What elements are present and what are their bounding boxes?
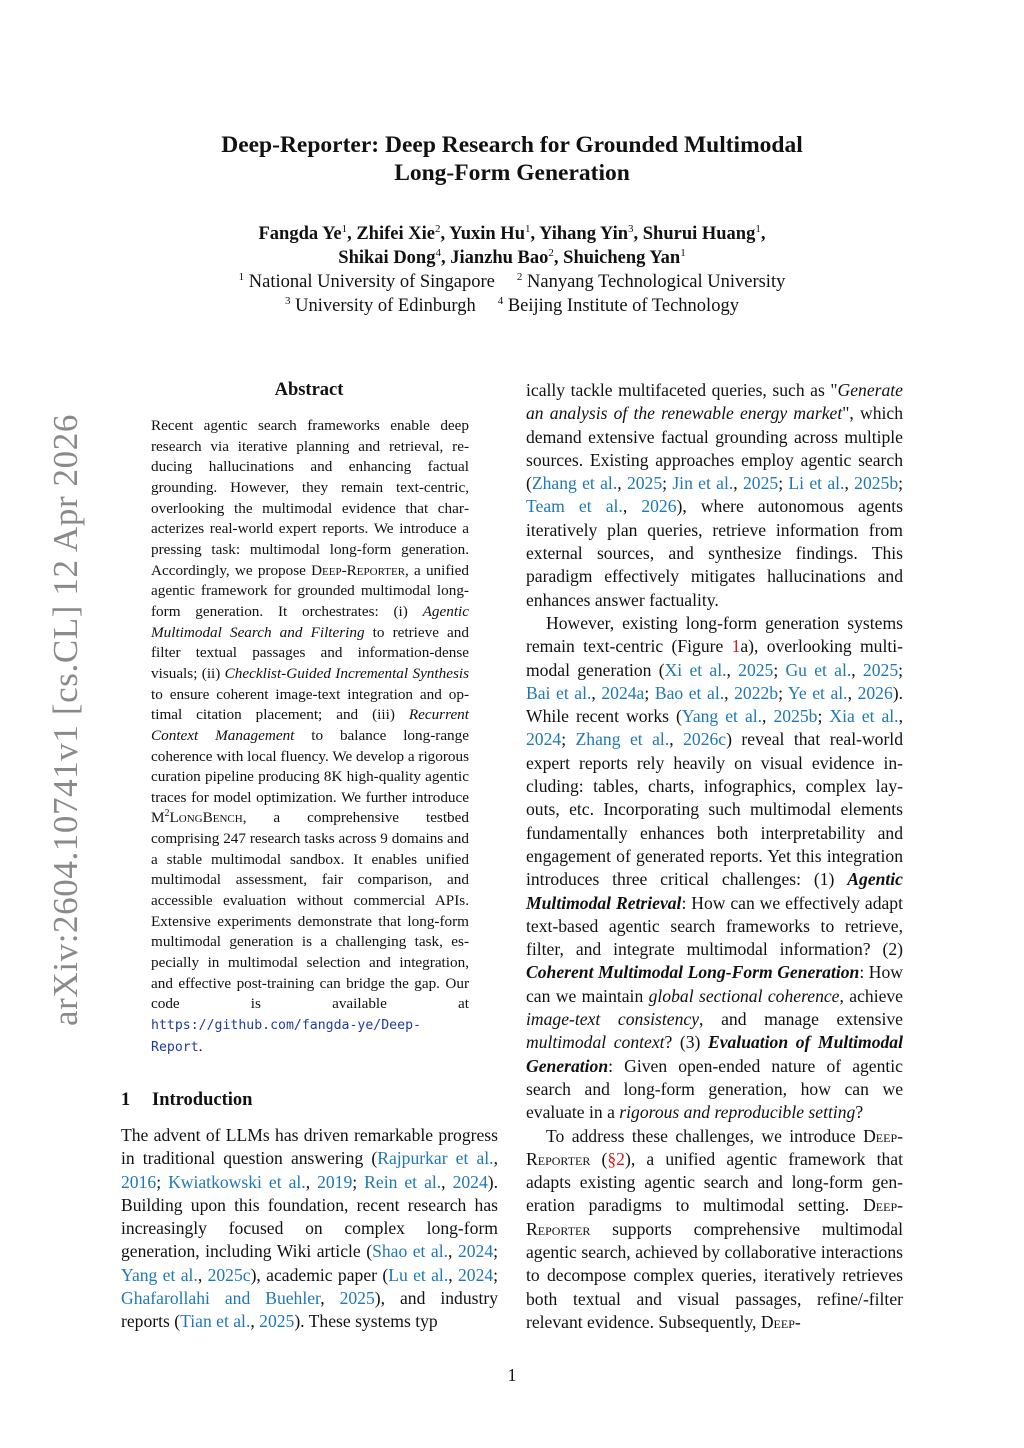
affiliation-name: National University of Singapore (248, 272, 495, 292)
author-list: Fangda Ye$^1$, Zhifei Xie$^2$, Yuxin Hu$^1$, Yihang Yin$^3$, Shurui Huang$^1$, Shikai Dong$^4$, Jianzhu Bao$^2$, Shuicheng Yan$^1$ (258, 223, 766, 268)
abstract-body: Recent agentic search frameworks enable deep research via iterative planning and retrieval, reducing hallucinations and enhancing factual grounding. However, they remain text-centric, overlooking the multimodal evidence that characterizes real-world expert reports. We introduce a pressing task: multimodal long-form generation. Accordingly, we propose Deep-Reporter, a unified agentic framework for grounded multimodal long-form generation. It orchestrates: (i) Agentic Multimodal Search and Filtering to retrieve and filter textual passages and information-dense visuals; (ii) Checklist-Guided Incremental Synthesis to ensure coherent image-text integration and optimal citation placement; and (iii) Recurrent Context Management to balance long-range coherence with local fluency. We develop a rigorous curation pipeline producing 8K high-quality agentic traces for model optimization. We further introduce $M^2LongBench$, a comprehensive testbed comprising 247 research tasks across 9 domains and a stable multimodal sandbox. It enables unified multimodal assessment, fair comparison, and accessible evaluation without commercial APIs. Extensive experiments demonstrate that long-form multimodal generation is a challenging task, especially in multimodal selection and integration, and effective post-training can bridge the gap. Our code is available at https://github.com/fangda-ye/Deep-Report. (151, 417, 470, 1055)
author-name: Yihang Yin (539, 224, 628, 244)
author-affiliation-mark: 2 (434, 223, 441, 235)
introduction-paragraph-1: The advent of LLMs has driven remarkable progress in traditional question answering (Rajpurkar et al., 2016; Kwiatkowski et al., 2019; Rein et al., 2024). Building upon this foundation, recent research has increasingly focused on complex long-form generation, including Wiki article (Shao et al., 2024; Yang et al., 2025c), academic paper (Lu et al., 2024; Ghafarollahi and Buehler, 2025), and industry reports (Tian et al., 2025). These systems typ (121, 1125, 499, 1332)
author-name: Jianzhu Bao (450, 248, 549, 268)
affiliation-list (0, 270, 1024, 318)
title-line-2: Long-Form Generation (394, 160, 630, 186)
right-column (526, 379, 903, 1334)
author-affiliation-mark: 1 (341, 223, 348, 235)
affiliation-name: University of Edinburgh (295, 296, 476, 316)
affiliation-name: Beijing Institute of Technology (507, 296, 739, 316)
arxiv-watermark: arXiv:2604.10741v1 [cs.CL] 12 Apr 2026 (46, 414, 85, 1026)
title-line-1: Deep-Reporter: Deep Research for Grounded Multimodal (221, 132, 803, 158)
affiliation-number: 2 (516, 271, 523, 283)
author-name: Yuxin Hu (449, 224, 525, 244)
author-affiliation-mark: 3 (628, 223, 634, 235)
section-title: Introduction (152, 1090, 253, 1110)
section-heading (121, 1090, 252, 1111)
affiliation-number: 3 (285, 295, 291, 307)
abstract-heading: Abstract (274, 380, 344, 400)
page-number: 1 (507, 1365, 517, 1385)
author-name: Shikai Dong (338, 248, 436, 268)
introduction-paragraph-3: To address these challenges, we introduce Deep-Reporter (§2), a unified agentic framework that adapts existing agentic search and long-form generation paradigms to multimodal setting. Deep-Reporter supports comprehensive multimodal agentic search, achieved by collaborative interactions to decompose complex queries, iteratively retrieves both textual and visual passages, refine/-filter relevant evidence. Subsequently, Deep- (526, 1125, 903, 1332)
author-affiliation-mark: 4 (435, 247, 441, 259)
code-repository-link[interactable]: https://github.com/fangda-ye/Deep-Report (151, 1018, 421, 1055)
author-name: Shuicheng Yan (563, 248, 681, 268)
author-name: Zhifei Xie (356, 224, 435, 244)
affiliation-number: 1 (238, 271, 245, 283)
author-name: Shurui Huang (642, 224, 756, 244)
author-name: Fangda Ye (258, 224, 342, 244)
author-affiliation-mark: 1 (755, 223, 761, 235)
author-affiliation-mark: 1 (680, 247, 686, 259)
affiliation-number: 4 (497, 295, 504, 307)
affiliation-name: Nanyang Technological University (527, 272, 786, 292)
author-affiliation-mark: 1 (524, 223, 531, 235)
introduction-paragraph-2: However, existing long-form generation systems remain text-centric (Figure 1a), overlooking multimodal generation (Xi et al., 2025; Gu et al., 2025; Bai et al., 2024a; Bao et al., 2022b; Ye et al., 2026). While recent works (Yang et al., 2025b; Xia et al., 2024; Zhang et al., 2026c) reveal that real-world expert reports rely heavily on visual evidence including: tables, charts, infographics, complex layouts, etc. Incorporating such multimodal elements fundamentally enhances both interpretability and engagement of generated reports. Yet this integration introduces three critical challenges: (1) Agentic Multimodal Retrieval: How can we effectively adapt text-based agentic search frameworks to retrieve, filter, and integrate multimodal information? (2) Coherent Multimodal Long-Form Generation: How can we maintain global sectional coherence, achieve image-text consistency, and manage extensive multimodal context? (3) Evaluation of Multimodal Generation: Given open-ended nature of agentic search and long-form generation, how can we evaluate in a rigorous and reproducible setting? (526, 612, 904, 1123)
introduction-paragraph-1-continued: ically tackle multifaceted queries, such as "Generate an analysis of the renewable energy market", which demand extensive factual grounding across multiple sources. Existing approaches employ agentic search (Zhang et al., 2025; Jin et al., 2025; Li et al., 2025b; Team et al., 2026), where autonomous agents iteratively plan queries, retrieve information from external sources, and synthesize findings. This paradigm effectively mitigates hallucinations and enhances answer factuality. (526, 380, 904, 610)
paper-title (0, 131, 1024, 187)
section-number: 1 (121, 1090, 131, 1110)
author-affiliation-mark: 2 (548, 247, 554, 259)
